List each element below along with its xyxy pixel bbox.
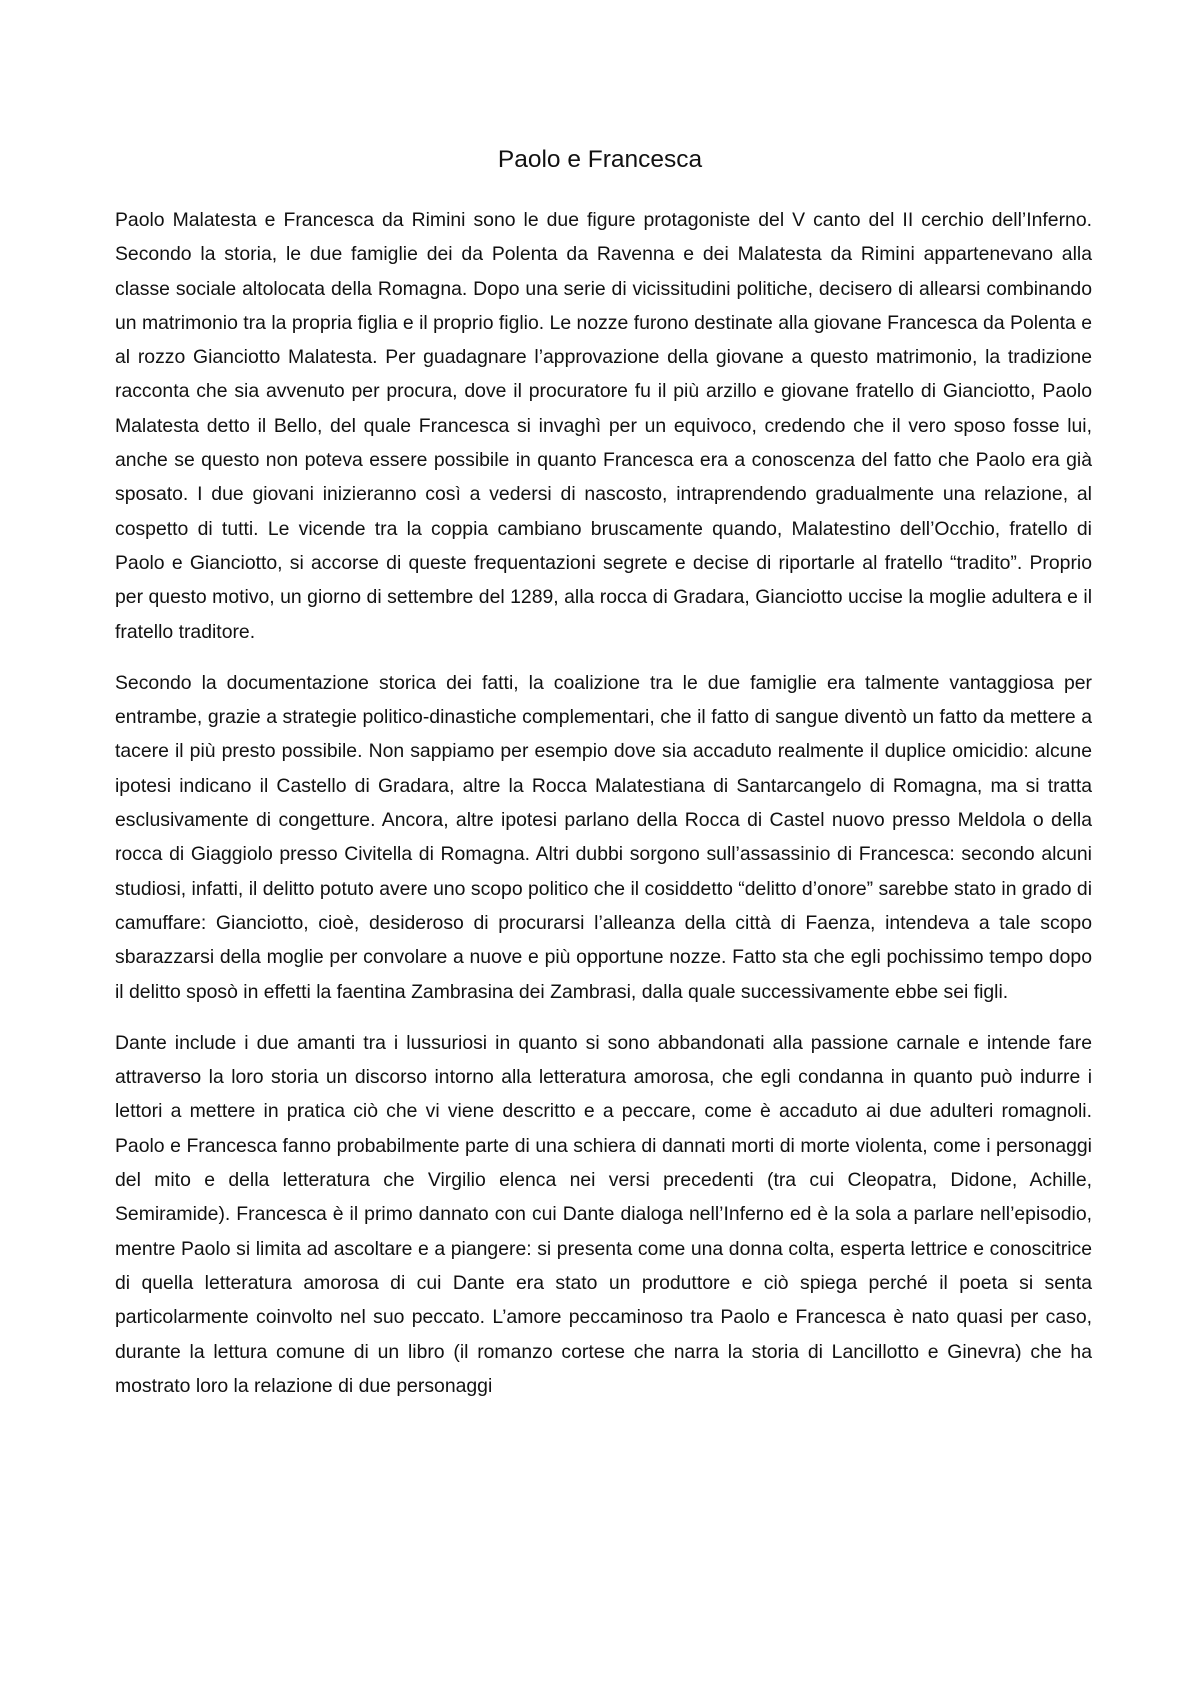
paragraph-3: Dante include i due amanti tra i lussuriosi in quanto si sono abbandonati alla passione carnale e intende fare attraverso la loro storia un discorso intorno alla letteratura amorosa, che egli condanna in quanto può indurre i lettori a mettere in pratica ciò che vi viene descritto e a peccare, come è accaduto ai due adulteri romagnoli. Paolo e Francesca fanno probabilmente parte di una schiera di dannati morti di morte violenta, come i personaggi del mito e della letteratura che Virgilio elenca nei versi precedenti (tra cui Cleopatra, Didone, Achille, Semiramide). Francesca è il primo dannato con cui Dante dialoga nell’Inferno ed è la sola a parlare nell’episodio, mentre Paolo si limita ad ascoltare e a piangere: si presenta come una donna colta, esperta lettrice e conoscitrice di quella letteratura amorosa di cui Dante era stato un produttore e ciò spiega perché il poeta si senta particolarmente coinvolto nel suo peccato. L’amore peccaminoso tra Paolo e Francesca è nato quasi per caso, durante la lettura comune di un libro (il romanzo cortese che narra la storia di Lancillotto e Ginevra) che ha mostrato loro la relazione di due personaggi (115, 1031, 1092, 1397)
document-title: Paolo e Francesca (497, 146, 703, 173)
document-body (115, 203, 1092, 1420)
paragraph-1: Paolo Malatesta e Francesca da Rimini sono le due figure protagoniste del V canto del II cerchio dell’Inferno. Secondo la storia, le due famiglie dei da Polenta da Ravenna e dei Malatesta da Rimini appartenevano alla classe sociale altolocata della Romagna. Dopo una serie di vicissitudini politiche, decisero di allearsi combinando un matrimonio tra la propria figlia e il proprio figlio. Le nozze furono destinate alla giovane Francesca da Polenta e al rozzo Gianciotto Malatesta. Per guadagnare l’approvazione della giovane a questo matrimonio, la tradizione racconta che sia avvenuto per procura, dove il procuratore fu il più arzillo e giovane fratello di Gianciotto, Paolo Malatesta detto il Bello, del quale Francesca si invaghì per un equivoco, credendo che il vero sposo fosse lui, anche se questo non poteva essere possibile in quanto Francesca era a conoscenza del fatto che Paolo era già sposato. I due giovani inizieranno così a vedersi di nascosto, intraprendendo gradualmente una relazione, al cospetto di tutti. Le vicende tra la coppia cambiano bruscamente quando, Malatestino dell’Occhio, fratello di Paolo e Gianciotto, si accorse di queste frequentazioni segrete e decise di riportarle al fratello “tradito”. Proprio per questo motivo, un giorno di settembre del 1289, alla rocca di Gradara, Gianciotto uccise la moglie adultera e il fratello traditore. (115, 209, 1092, 643)
paragraph-2: Secondo la documentazione storica dei fatti, la coalizione tra le due famiglie era talmente vantaggiosa per entrambe, grazie a strategie politico-dinastiche complementari, che il fatto di sangue diventò un fatto da mettere a tacere il più presto possibile. Non sappiamo per esempio dove sia accaduto realmente il duplice omicidio: alcune ipotesi indicano il Castello di Gradara, altre la Rocca Malatestiana di Santarcangelo di Romagna, ma si tratta esclusivamente di congetture. Ancora, altre ipotesi parlano della Rocca di Castel nuovo presso Meldola o della rocca di Giaggiolo presso Civitella di Romagna. Altri dubbi sorgono sull’assassinio di Francesca: secondo alcuni studiosi, infatti, il delitto potuto avere uno scopo politico che il cosiddetto “delitto d’onore” sarebbe stato in grado di camuffare: Gianciotto, cioè, desideroso di procurarsi l’alleanza della città di Faenza, intendeva a tale scopo sbarazzarsi della moglie per convolare a nuove e più opportune nozze. Fatto sta che egli pochissimo tempo dopo il delitto sposò in effetti la faentina Zambrasina dei Zambrasi, dalla quale successivamente ebbe sei figli. (115, 671, 1092, 1003)
